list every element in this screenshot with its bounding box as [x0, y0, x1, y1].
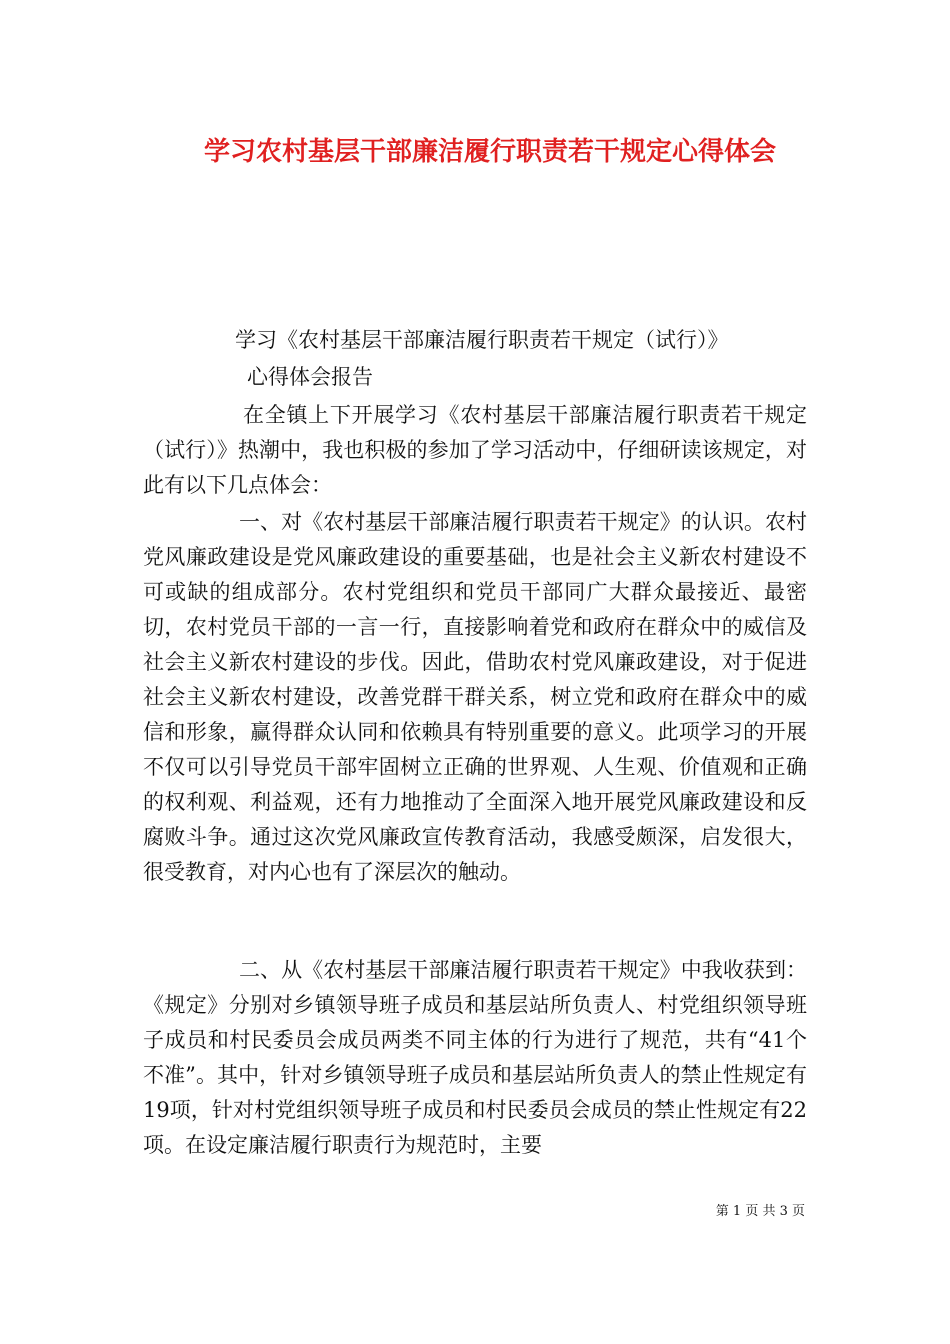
subtitle-line-2: 心得体会报告 — [247, 365, 373, 389]
document-title: 学习农村基层干部廉洁履行职责若干规定心得体会 — [203, 137, 776, 167]
subtitle-line-1: 学习《农村基层干部廉洁履行职责若干规定（试行）》 — [235, 328, 729, 352]
page-number-footer: 第 1 页 共 3 页 — [715, 1204, 805, 1219]
paragraph-section-two: 二、从《农村基层干部廉洁履行职责若干规定》中我收获到：《规定》分别对乡镇领导班子成员和基层站所负责人、村党组织领导班子成员和村民委员会成员两类不同主体的行为进行了规范，共有“41个不准”。其中，针对乡镇领导班子成员和基层站所负责人的禁止性规定有19项，针对村党组织领导班子成员和村民委员会成员的禁止性规定有22项。在设定廉洁履行职责行为规范时，主要 — [143, 958, 807, 1157]
paragraph-intro: 在全镇上下开展学习《农村基层干部廉洁履行职责若干规定（试行）》热潮中，我也积极的参加了学习活动中，仔细研读该规定，对此有以下几点体会： — [143, 403, 807, 497]
paragraph-section-one: 一、对《农村基层干部廉洁履行职责若干规定》的认识。农村党风廉政建设是党风廉政建设的重要基础，也是社会主义新农村建设不可或缺的组成部分。农村党组织和党员干部同广大群众最接近、最密切，农村党员干部的一言一行，直接影响着党和政府在群众中的威信及社会主义新农村建设的步伐。因此，借助农村党风廉政建设，对于促进社会主义新农村建设，改善党群干群关系，树立党和政府在群众中的威信和形象，赢得群众认同和依赖具有特别重要的意义。此项学习的开展不仅可以引导党员干部牢固树立正确的世界观、人生观、价值观和正确的权利观、利益观，还有力地推动了全面深入地开展党风廉政建设和反腐败斗争。通过这次党风廉政宣传教育活动，我感受颇深，启发很大，很受教育，对内心也有了深层次的触动。 — [143, 510, 807, 884]
